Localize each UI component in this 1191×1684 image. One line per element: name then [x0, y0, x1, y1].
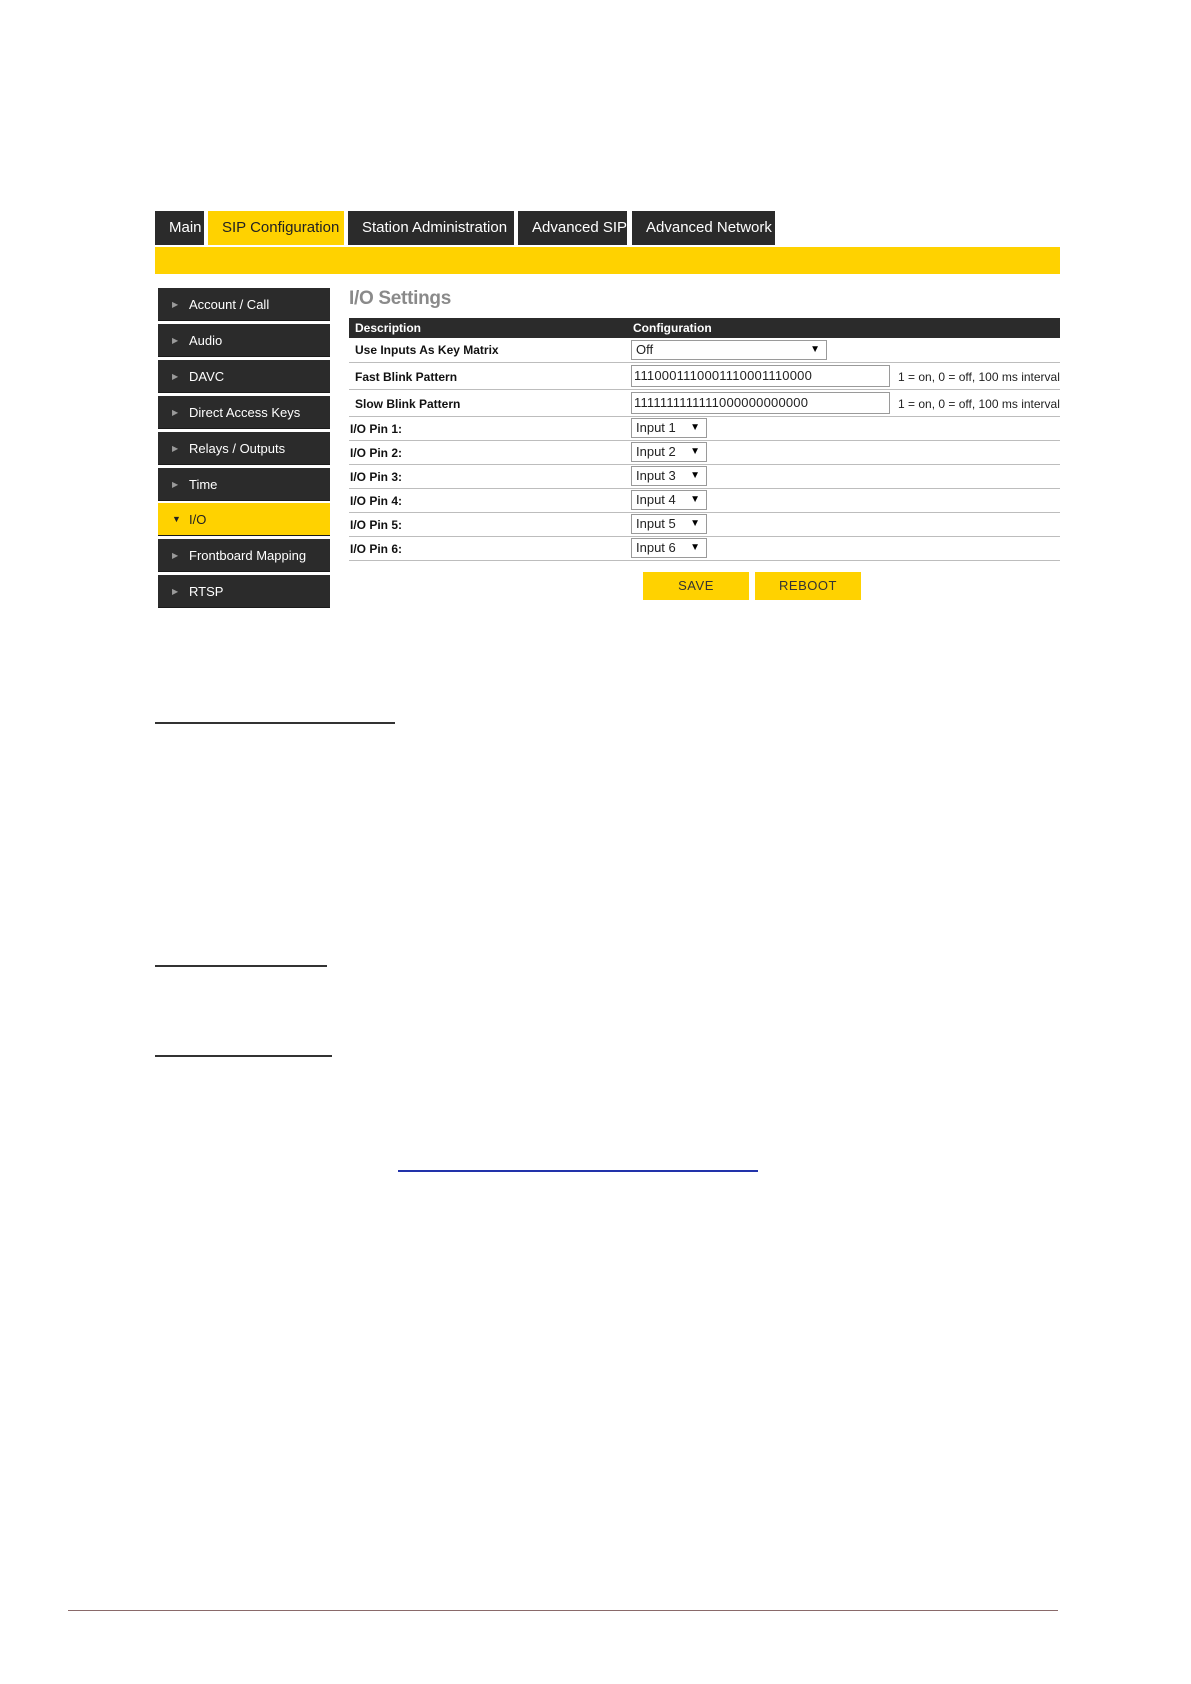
save-button[interactable]: SAVE [643, 572, 749, 600]
io-pin-5-value: Input 5 [636, 516, 676, 531]
tab-station-administration[interactable]: Station Administration [348, 211, 514, 245]
column-header-description: Description [355, 321, 422, 335]
tab-sip-configuration[interactable]: SIP Configuration [208, 211, 344, 245]
sidebar-item-label: Account / Call [189, 297, 270, 312]
sidebar-item-davc[interactable] [158, 360, 330, 393]
caret-down-icon: ▼ [690, 470, 700, 481]
sidebar-item-label: I/O [189, 512, 207, 527]
io-pin-5-label: I/O Pin 5: [350, 518, 403, 532]
chevron-right-icon: ▶ [172, 408, 179, 417]
io-pin-6-label: I/O Pin 6: [350, 542, 403, 556]
sidebar-item-relays-outputs[interactable] [158, 432, 330, 465]
sidebar-item-audio[interactable] [158, 324, 330, 357]
chevron-right-icon: ▶ [172, 480, 179, 489]
sidebar-item-label: RTSP [189, 584, 224, 599]
sidebar-item-label: Frontboard Mapping [189, 548, 307, 563]
table-row [349, 363, 1060, 390]
io-pin-4-select[interactable] [631, 490, 707, 510]
chevron-right-icon: ▶ [172, 300, 179, 309]
footer-divider [68, 1610, 1058, 1611]
io-pin-1-value: Input 1 [636, 420, 676, 435]
chevron-right-icon: ▶ [172, 336, 179, 345]
table-row [349, 537, 1060, 561]
tab-advanced-network[interactable]: Advanced Network [632, 211, 775, 245]
table-row [349, 441, 1060, 465]
key-matrix-label: Use Inputs As Key Matrix [355, 343, 499, 357]
sidebar-item-label: Relays / Outputs [189, 441, 286, 456]
chevron-right-icon: ▶ [172, 551, 179, 560]
fast-blink-hint: 1 = on, 0 = off, 100 ms interval [898, 370, 1060, 384]
tab-advanced-sip[interactable]: Advanced SIP [518, 211, 627, 245]
table-row [349, 338, 1060, 363]
table-header [349, 318, 1060, 338]
caret-down-icon: ▼ [690, 518, 700, 529]
caret-down-icon: ▼ [810, 344, 820, 355]
key-matrix-select[interactable] [631, 340, 827, 360]
chevron-right-icon: ▶ [172, 587, 179, 596]
fast-blink-input[interactable]: 1110001110001110001110000 [631, 365, 890, 387]
io-pin-3-select[interactable] [631, 466, 707, 486]
table-row [349, 417, 1060, 441]
chevron-down-icon: ▼ [172, 514, 181, 524]
caret-down-icon: ▼ [690, 422, 700, 433]
io-pin-2-select[interactable] [631, 442, 707, 462]
section-underline [155, 965, 327, 967]
io-pin-6-value: Input 6 [636, 540, 676, 555]
section-underline [155, 1055, 332, 1057]
caret-down-icon: ▼ [690, 494, 700, 505]
sidebar-item-account-call[interactable] [158, 288, 330, 321]
caret-down-icon: ▼ [690, 542, 700, 553]
key-matrix-value: Off [636, 342, 654, 357]
io-pin-6-select[interactable] [631, 538, 707, 558]
page-title: I/O Settings [349, 288, 451, 309]
chevron-right-icon: ▶ [172, 372, 179, 381]
table-row [349, 513, 1060, 537]
io-pin-1-select[interactable] [631, 418, 707, 438]
sidebar-item-label: Audio [189, 333, 223, 348]
reboot-button[interactable]: REBOOT [755, 572, 861, 600]
sidebar-item-rtsp[interactable] [158, 575, 330, 608]
io-pin-2-value: Input 2 [636, 444, 676, 459]
slow-blink-hint: 1 = on, 0 = off, 100 ms interval [898, 397, 1060, 411]
io-pin-4-label: I/O Pin 4: [350, 494, 403, 508]
sidebar-item-io[interactable] [158, 503, 330, 536]
column-header-configuration: Configuration [633, 321, 712, 335]
table-row [349, 465, 1060, 489]
tab-main[interactable]: Main [155, 211, 204, 245]
chevron-right-icon: ▶ [172, 444, 179, 453]
table-row [349, 390, 1060, 417]
hyperlink-underline[interactable] [398, 1170, 758, 1172]
sub-nav-strip [155, 247, 1060, 274]
table-row [349, 489, 1060, 513]
sidebar-item-frontboard-mapping[interactable] [158, 539, 330, 572]
caret-down-icon: ▼ [690, 446, 700, 457]
slow-blink-input[interactable]: 1111111111111000000000000 [631, 392, 890, 414]
sidebar-item-label: Direct Access Keys [189, 405, 301, 420]
io-pin-1-label: I/O Pin 1: [350, 422, 403, 436]
sidebar-item-direct-access-keys[interactable] [158, 396, 330, 429]
io-pin-3-label: I/O Pin 3: [350, 470, 403, 484]
io-pin-2-label: I/O Pin 2: [350, 446, 403, 460]
io-pin-5-select[interactable] [631, 514, 707, 534]
io-pin-3-value: Input 3 [636, 468, 676, 483]
sidebar-item-time[interactable] [158, 468, 330, 501]
section-underline [155, 722, 395, 724]
slow-blink-label: Slow Blink Pattern [355, 397, 461, 411]
sidebar-item-label: Time [189, 477, 218, 492]
fast-blink-label: Fast Blink Pattern [355, 370, 458, 384]
io-pin-4-value: Input 4 [636, 492, 676, 507]
sidebar-item-label: DAVC [189, 369, 225, 384]
